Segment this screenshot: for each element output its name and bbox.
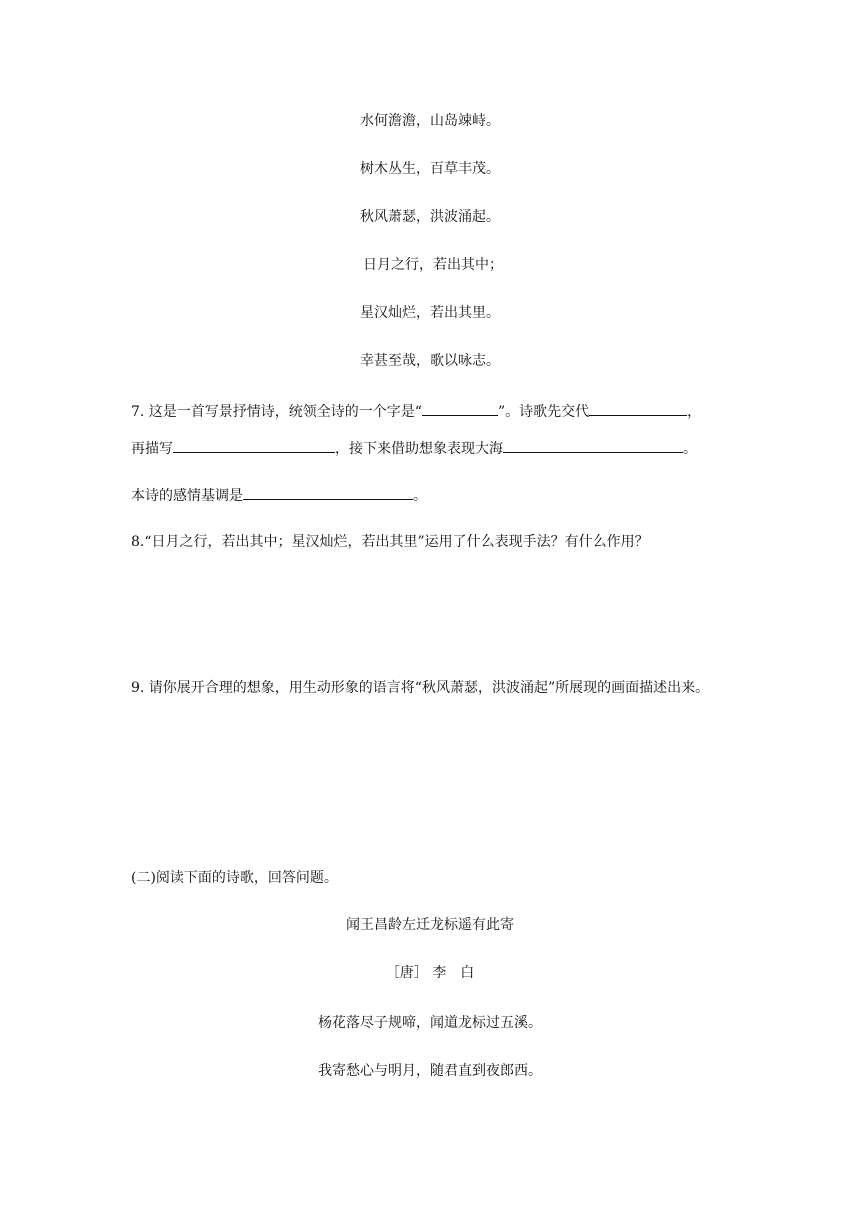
poem-line: 秋风萧瑟，洪波涌起。	[360, 209, 500, 225]
poem-line: 杨花落尽子规啼，闻道龙标过五溪。	[318, 1015, 542, 1031]
poem-title: 闻王昌龄左迁龙标遥有此寄	[346, 917, 514, 933]
section-heading: (二)阅读下面的诗歌，回答问题。	[131, 870, 338, 886]
question-7-line-2	[131, 437, 697, 459]
poem-line: 星汉灿烂，若出其里。	[360, 305, 500, 321]
answer-blank[interactable]	[589, 400, 687, 416]
poem-line: 水何澹澹，山岛竦峙。	[360, 113, 500, 129]
answer-blank[interactable]	[173, 437, 335, 453]
poem-line: 日月之行，若出其中；	[363, 257, 503, 273]
answer-blank[interactable]	[422, 400, 498, 416]
question-text: 7. 这是一首写景抒情诗，统领全诗的一个字是“	[131, 404, 422, 420]
poem-author: 李 白	[432, 965, 475, 981]
poem-dynasty: ［唐］	[385, 965, 428, 981]
question-text: 再描写	[131, 441, 173, 457]
answer-blank[interactable]	[243, 484, 413, 500]
question-text: ，接下来借助想象表现大海	[335, 441, 503, 457]
poem-author-line	[0, 963, 860, 983]
question-text: 。	[413, 488, 427, 504]
answer-blank[interactable]	[503, 437, 683, 453]
question-9: 9. 请你展开合理的想象，用生动形象的语言将“秋风萧瑟，洪波涌起”所展现的画面描述出来。	[131, 680, 710, 696]
question-text: 本诗的感情基调是	[131, 488, 243, 504]
question-7-line-1	[131, 400, 701, 422]
question-7-line-3	[131, 484, 427, 506]
question-text: 。	[683, 441, 697, 457]
poem-line: 幸甚至哉，歌以咏志。	[360, 353, 500, 369]
question-8: 8.“日月之行，若出其中；星汉灿烂，若出其里”运用了什么表现手法？有什么作用？	[131, 534, 649, 550]
poem-line: 树木丛生，百草丰茂。	[360, 161, 500, 177]
question-text: ”。诗歌先交代	[497, 404, 590, 420]
question-text: ，	[687, 404, 702, 420]
poem-line: 我寄愁心与明月，随君直到夜郎西。	[318, 1063, 542, 1079]
